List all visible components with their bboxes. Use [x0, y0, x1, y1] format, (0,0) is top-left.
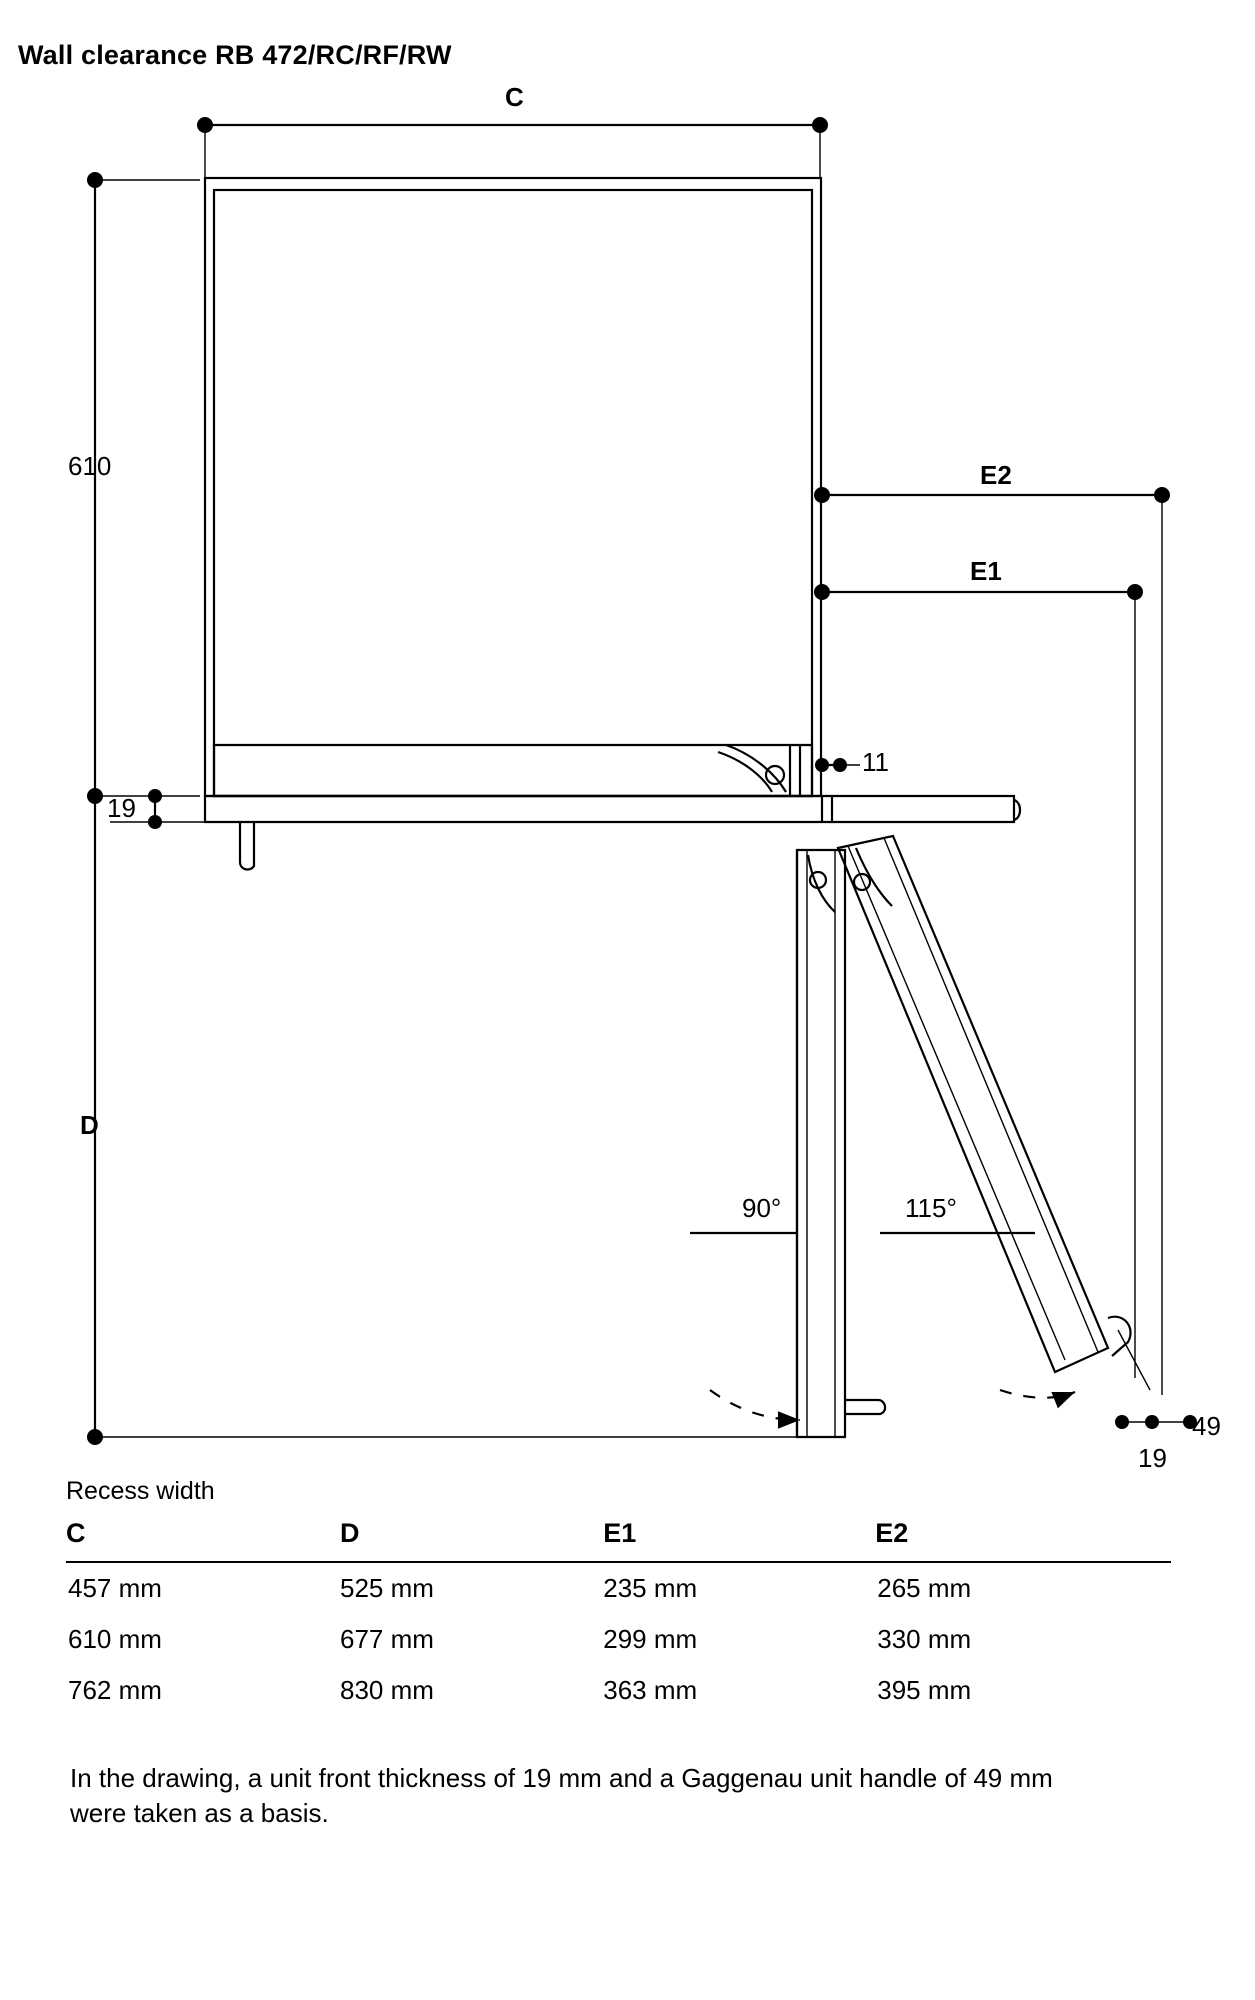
column-header-e1: E1 [603, 1518, 637, 1548]
cell-e2: 395 mm [877, 1675, 972, 1705]
dimension-label-610: 610 [68, 451, 112, 481]
table-row [66, 1665, 1171, 1716]
dimension-label-e1: E1 [970, 556, 1002, 586]
cell-d: 830 mm [340, 1675, 434, 1705]
cell-e2: 265 mm [877, 1573, 972, 1603]
cell-c: 457 mm [68, 1573, 162, 1603]
footnote-text: In the drawing, a unit front thickness of 19 mm and a Gaggenau unit handle of 49 mm were taken as a basis. [70, 1763, 1053, 1829]
cell-c: 610 mm [68, 1624, 162, 1654]
table-row [66, 1562, 1171, 1614]
page-title: Wall clearance RB 472/RC/RF/RW [18, 40, 452, 70]
cell-c: 762 mm [68, 1675, 162, 1705]
table-row [66, 1614, 1171, 1665]
specification-table-section [66, 1477, 1186, 1716]
column-header-c: C [66, 1518, 86, 1548]
dimension-label-19-bottom: 19 [1138, 1443, 1167, 1473]
dimension-label-c: C [505, 82, 524, 112]
cell-d: 677 mm [340, 1624, 434, 1654]
dimension-label-19-left: 19 [107, 793, 136, 823]
cell-e2: 330 mm [877, 1624, 972, 1654]
dimension-label-49: 49 [1192, 1411, 1221, 1441]
specification-table [66, 1516, 1171, 1716]
dimension-label-11: 11 [862, 747, 889, 777]
column-header-e2: E2 [875, 1518, 909, 1548]
cell-e1: 363 mm [603, 1675, 698, 1705]
cell-e1: 235 mm [603, 1573, 698, 1603]
recess-width-caption: Recess width [66, 1477, 215, 1505]
dimension-label-d: D [80, 1110, 99, 1140]
cell-e1: 299 mm [603, 1624, 698, 1654]
cell-d: 525 mm [340, 1573, 434, 1603]
angle-label-115: 115° [905, 1193, 957, 1223]
table-header-row [66, 1516, 1171, 1562]
dimension-label-e2: E2 [980, 460, 1012, 490]
angle-label-90: 90° [742, 1193, 782, 1223]
column-header-d: D [340, 1518, 360, 1548]
